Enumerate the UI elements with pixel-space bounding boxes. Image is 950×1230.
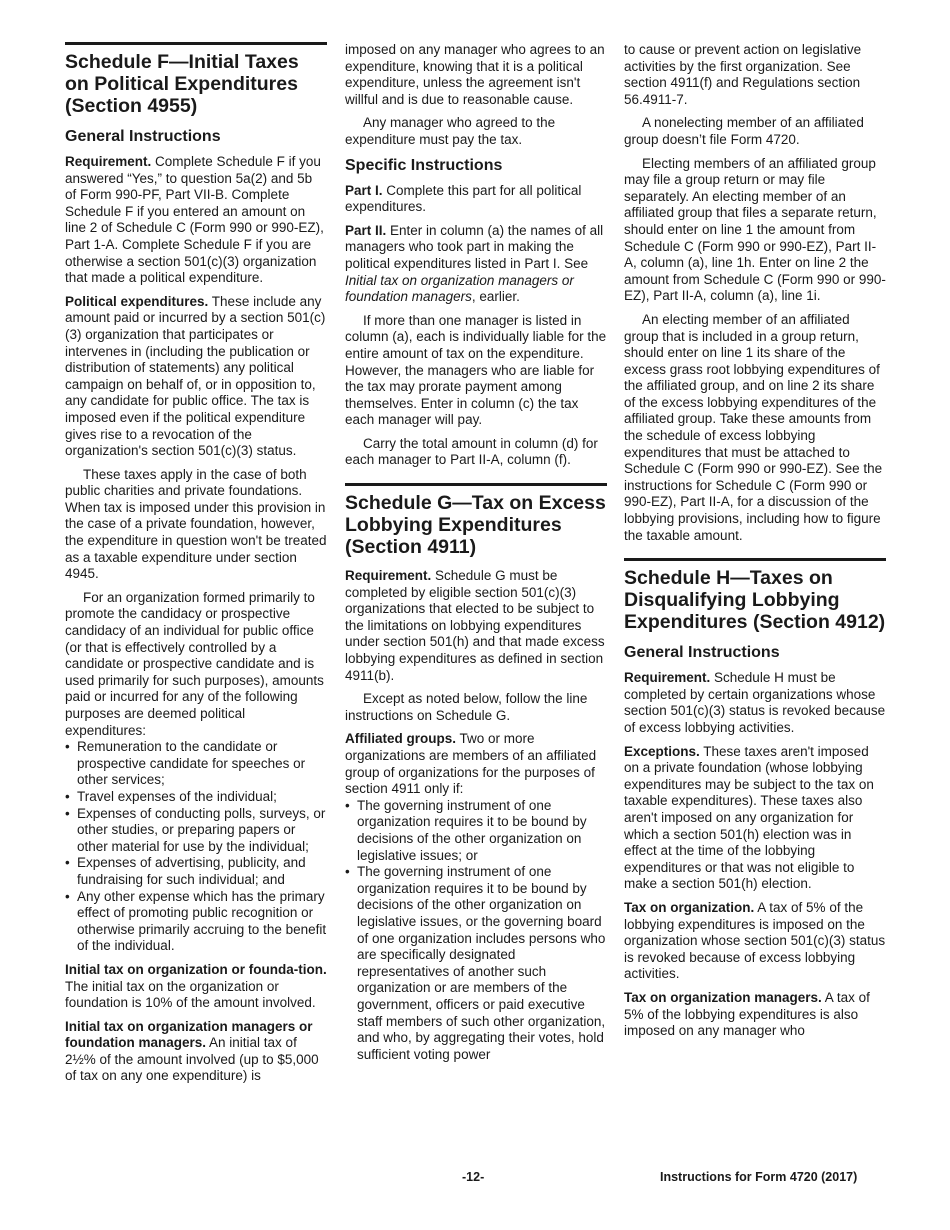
continued-paragraph: imposed on any manager who agrees to an expenditure, knowing that it is a political expenditure, unless the agreement isn't willful and is due to reasonable cause.: [345, 42, 605, 107]
part-2-reference: Initial tax on organization managers or foundation managers: [345, 272, 574, 305]
column-2: [345, 42, 607, 1063]
requirement-label: Requirement.: [65, 154, 152, 169]
requirement-text: Complete Schedule F if you answered “Yes,” to question 5a(2) and 5b of Form 990-PF, Part VII-B. Complete Schedule F if you entered an amount on line 2 of Schedule C (Form 990 or 990-EZ), Part 1-A. Complete Schedule F if you are otherwise a section 501(c)(3) organization that made a political expenditure.: [65, 154, 324, 286]
requirement-paragraph: [624, 670, 886, 736]
nonelecting-paragraph: A nonelecting member of an affiliated group doesn’t file Form 4720.: [624, 115, 864, 147]
multiple-managers-paragraph: If more than one manager is listed in column (a), each is individually liable for the entire amount of tax on the expenditure. However, the managers who are liable for the tax may prorate payment among themselves. Enter in column (c) the tax each manager will pay.: [345, 312, 607, 428]
initial-tax-managers-paragraph: [65, 1019, 327, 1085]
tax-on-organization-label: Tax on organization.: [624, 899, 755, 915]
schedule-g-title: Schedule G—Tax on Excess Lobbying Expenditures (Section 4911): [345, 492, 606, 559]
bullet-item: • The governing instrument of one organization requires it to be bound by decisions of the other organization on legislative issues, or the governing board of one organization includes persons who are specifically designated representatives of another such organization or are members of the government, officers or paid executive staff members of such other organization, and who, by aggregating their votes, hold sufficient voting power: [345, 864, 607, 1063]
general-instructions-heading: General Instructions: [624, 644, 780, 662]
tax-on-managers-paragraph: [624, 990, 886, 1040]
part-2-text: Enter in column (a) the names of all managers who took part in making the political expenditures listed in Part I. See: [345, 222, 604, 271]
bullet-item: • Expenses of conducting polls, surveys, or other studies, or preparing papers or other material for use by the individual;: [65, 806, 327, 856]
bullet-item: • Travel expenses of the individual;: [65, 789, 327, 806]
specific-instructions-heading: Specific Instructions: [345, 156, 503, 174]
tax-on-managers-label: Tax on organization managers.: [624, 989, 822, 1005]
bullet-item: • Remuneration to the candidate or prospective candidate for speeches or other services;: [65, 739, 327, 789]
affiliated-groups-text: Two or more organizations are members of an affiliated group of organizations for the purposes of section 4911 only if:: [345, 731, 597, 797]
electing-member-group-paragraph: An electing member of an affiliated group that is included in a group return, should enter on line 1 its share of the excess grass root lobbying expenditures of the affiliated group, and on line 2 its share of the excess lobbying expenditures of the affiliated group. Take these amounts from the schedule of excess lobbying expenditures that must be attached to Schedule C (Form 990 or 990-EZ). See the instructions for Schedule C (Form 990 or 990-EZ), Part II-A, for a discussion of the lobbying provisions, including how to figure the taxable amount.: [624, 311, 883, 543]
exceptions-paragraph: [624, 744, 886, 893]
column-3: [624, 42, 886, 1047]
tax-on-managers-text: A tax of 5% of the lobbying expenditures is also imposed on any manager who: [624, 989, 870, 1039]
affiliated-groups-label: Affiliated groups.: [345, 731, 456, 747]
tax-on-organization-paragraph: [624, 900, 886, 983]
political-expenditures-text: These include any amount paid or incurred by a section 501(c)(3) organization that participates or intervenes in (including the publication or distribution of statements) any political campaign on behalf of, or in opposition to, any candidate for public office. The tax is imposed even if the political expenditure gives rise to a revocation of the organization's section 501(c)(3) status.: [65, 293, 326, 459]
political-expenditures-label: Political expenditures.: [65, 293, 209, 309]
page-number: -12-: [462, 1170, 485, 1184]
section-rule: [624, 558, 886, 561]
part-1-label: Part I.: [345, 182, 383, 198]
section-rule: [345, 483, 607, 486]
except-paragraph: Except as noted below, follow the line instructions on Schedule G.: [345, 691, 588, 723]
requirement-label: Requirement.: [345, 568, 432, 584]
column-1: [65, 42, 327, 1092]
part-1-text: Complete this part for all political expenditures.: [345, 182, 582, 215]
schedule-h-title: Schedule H—Taxes on Disqualifying Lobbying Expenditures (Section 4912): [624, 567, 886, 634]
initial-tax-org-label: Initial tax on organization or founda-tion.: [65, 961, 327, 977]
continued-paragraph: to cause or prevent action on legislative activities by the first organization. See section 4911(f) and Regulations section 56.4911-7.: [624, 42, 862, 107]
requirement-label: Requirement.: [624, 670, 711, 686]
taxes-apply-paragraph: These taxes apply in the case of both public charities and private foundations. When tax is imposed under this provision in the case of a private foundation, however, the expenditure in question won't be treated as a taxable expenditure under section 4945.: [65, 466, 327, 582]
initial-tax-managers-text: An initial tax of 2½% of the amount involved (up to $5,000 of tax on any one expenditure) is: [65, 1035, 319, 1084]
general-instructions-heading: General Instructions: [65, 128, 221, 145]
bullet-item: • Expenses of advertising, publicity, and fundraising for such individual; and: [65, 855, 327, 888]
part-1-paragraph: [345, 183, 607, 216]
affiliated-groups-paragraph: [345, 731, 607, 797]
initial-tax-org-paragraph: [65, 962, 327, 1012]
part-2-label: Part II.: [345, 222, 387, 238]
footer-document-title: Instructions for Form 4720 (2017): [660, 1170, 858, 1184]
requirement-text: Schedule H must be completed by certain organizations whose section 501(c)(3) status is revoked because of excess lobbying activities.: [624, 670, 886, 735]
requirement-paragraph: [345, 568, 607, 684]
carry-total-paragraph: Carry the total amount in column (d) for each manager to Part II-A, column (f).: [345, 435, 598, 468]
requirement-paragraph: [65, 154, 327, 287]
political-expenditures-paragraph: [65, 294, 327, 460]
exceptions-label: Exceptions.: [624, 743, 700, 759]
section-rule: [65, 42, 327, 45]
initial-tax-managers-label: Initial tax on organization managers or foundation managers.: [65, 1018, 313, 1051]
initial-tax-org-text: The initial tax on the organization or foundation is 10% of the amount involved.: [65, 978, 316, 1011]
bullet-item: • Any other expense which has the primary effect of promoting public recognition or otherwise primarily accruing to the benefit of the individual.: [65, 889, 327, 955]
part-2-paragraph: [345, 223, 607, 306]
schedule-f-title: Schedule F—Initial Taxes on Political Expenditures (Section 4955): [65, 51, 299, 117]
electing-members-paragraph: Electing members of an affiliated group may file a group return or may file separately. An electing member of an affiliated group that files a separate return, should enter on line 1 the amount from Schedule C (Form 990 or 990-EZ), Part II-A, column (a), line 1h. Enter on line 2 the amount from Schedule C (Form 990 or 990-EZ), Part II-A, column (a), line 1i.: [624, 155, 886, 304]
exceptions-text: These taxes aren't imposed on a private foundation (whose lobbying expenditures may be subject to the tax on taxable expenditures). These taxes also aren't imposed on any organization for which a section 501(h) election was in effect at the time of the lobbying expenditures or that was not eligible to make a section 501(h) election.: [624, 743, 874, 892]
part-2-end: , earlier.: [471, 289, 520, 305]
tax-on-organization-text: A tax of 5% of the lobbying expenditures is imposed on the organization whose section 501(c)(3) status is revoked because of excess lobbying activities.: [624, 899, 886, 982]
requirement-text: Schedule G must be completed by eligible section 501(c)(3) organizations that elected to be subject to the limitations on lobbying expenditures under section 501(h) and that made excess lobbying expenditures as defined in section 4911(b).: [345, 568, 605, 683]
organization-formed-paragraph: For an organization formed primarily to promote the candidacy or prospective candidacy of an individual for public office (or that is effectively controlled by a candidate or prospective candidate and is used primarily for such purposes), amounts paid or incurred for any of the following purposes are deemed political expenditures:: [65, 589, 324, 738]
any-manager-paragraph: Any manager who agreed to the expenditure must pay the tax.: [345, 115, 556, 147]
bullet-item: • The governing instrument of one organization requires it to be bound by decisions of the other organization on legislative issues; or: [345, 798, 607, 864]
